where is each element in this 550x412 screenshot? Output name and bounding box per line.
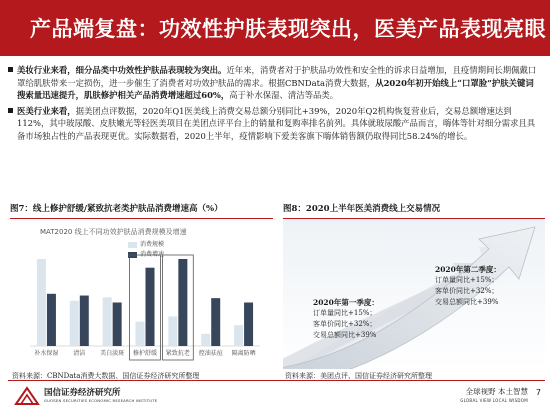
para1-bold-mid: 从2020年初开始线上“口罩脸”护肤关键词搜索量迅速提升，肌肤修护相关产品消费增速超过60%，	[17, 77, 534, 101]
company-name: 国信证券经济研究所	[44, 388, 121, 398]
stage-q1-line-3: 交易总额同比+39%	[313, 331, 377, 339]
x-tick-label: 控油祛痘	[198, 350, 223, 357]
highlight-box	[130, 255, 161, 360]
stage-q1-line-2: 客单价同比+32%；	[313, 320, 377, 328]
figure7-chart	[10, 219, 273, 369]
x-tick-label: 美白淡斑	[100, 350, 125, 357]
page-number: 7	[535, 388, 541, 397]
bar-consumption-growth	[178, 259, 187, 346]
stage-q2-line-1: 订单量同比+15%；	[435, 276, 499, 284]
stage-q1-title: 2020年第一季度：	[313, 298, 379, 307]
page-title: 产品端复盘：功效性护肤表现突出，医美产品表现亮眼	[30, 16, 546, 41]
paragraph-beauty	[8, 64, 542, 102]
x-tick-label: 修护舒缓	[132, 350, 158, 357]
stage-q2-line-2: 客单价同比+32%；	[435, 287, 499, 295]
bar-chart-svg	[10, 219, 273, 369]
figure7-header: 图7：线上修护舒缓/紧致抗老类护肤品消费增速高（%）	[10, 202, 273, 220]
figure8-graphic	[283, 219, 545, 369]
company-name-en: GUOSEN SECURITIES ECONOMIC RESEARCH INSTITUTE	[44, 398, 158, 403]
figure8-source: 资料来源：美团点评、国信证券经济研究所整理	[285, 372, 432, 380]
para1-text-a: 近年来，消费者对于护肤品功效性和安全性的诉求日益增加，且疫情期间长期佩戴口罩给肌肤带来一定损伤，进一步催生了消费者对功效护肤品的需求。根据CBNData消费大数据，	[17, 65, 537, 88]
stage-q2-title: 2020年第二季度：	[435, 265, 501, 274]
footer-slogan-en: GLOBAL VIEW LOCAL WISDOM	[460, 398, 528, 403]
legend-label-scale: 消费规模	[140, 241, 165, 248]
x-tick-label: 补水保湿	[34, 350, 59, 357]
bar-consumption-growth	[211, 298, 220, 346]
highlight-box	[162, 255, 193, 360]
stage-card-q1	[313, 297, 379, 341]
footer-slogan: 全球视野 本土智慧	[465, 387, 528, 396]
legend-label-growth: 消费增速	[140, 251, 165, 258]
bar-consumption-scale	[201, 334, 210, 346]
bar-consumption-growth	[47, 294, 56, 346]
figure7-source: 资料来源：CBNData消费大数据、国信证券经济研究所整理	[12, 372, 200, 380]
bar-consumption-growth	[113, 303, 122, 347]
footer-divider	[8, 380, 545, 381]
stage-q2-line-3: 交易总额同比+39%	[435, 298, 499, 306]
bar-consumption-growth	[146, 268, 155, 346]
para1-lead: 美妆行业来看，细分品类中功效性护肤品表现较为突出。	[17, 65, 227, 75]
growth-arrow-graphic	[283, 219, 545, 369]
bullet-square-icon	[8, 108, 13, 113]
paragraph-medical-beauty	[8, 105, 542, 143]
bar-consumption-scale	[37, 259, 46, 346]
x-tick-label: 隔离防晒	[231, 350, 256, 357]
x-tick-label: 紧致抗老	[165, 350, 190, 357]
para2-lead: 医美行业来看，	[17, 105, 76, 116]
bar-consumption-scale	[168, 316, 177, 346]
title-bar	[0, 0, 550, 56]
stage-card-q2	[435, 264, 501, 308]
figure8-header: 图8：2020上半年医美消费线上交易情况	[283, 202, 545, 220]
body-text	[8, 64, 542, 146]
para1-text-b: 高于补水保湿、清洁等品类。	[229, 90, 339, 101]
bar-consumption-scale	[103, 297, 112, 346]
bar-consumption-scale	[70, 301, 79, 346]
company-logo-icon	[14, 386, 40, 406]
stage-q1-line-1: 订单量同比+15%；	[313, 309, 377, 317]
bar-consumption-scale	[136, 322, 145, 346]
bullet-square-icon	[8, 67, 13, 72]
x-tick-label: 清洁	[73, 350, 86, 357]
bar-consumption-growth	[80, 296, 89, 346]
para2-text-a: 据美团点评数据，2020年Q1医美线上消费交易总额分别同比+39%，2020年Q2机构恢复营业后，交易总额增速达到112%，其中玻尿酸、皮肤嫩光等轻医美项目在美团点评平台上的销量和复购率排名前列。具体就玻尿酸产品而言，嗨体等针对细分需求且具备市场独占性的产品表现更优。实际数据看，2020上半年，疫情影响下爱美客旗下嗨体销售额仍取得同比58.24%的增长。	[17, 105, 536, 141]
bar-consumption-scale	[234, 325, 243, 346]
bar-consumption-growth	[244, 303, 253, 347]
chart-title: MAT2020 线上不同功效护肤品消费规模及增速	[40, 228, 187, 236]
